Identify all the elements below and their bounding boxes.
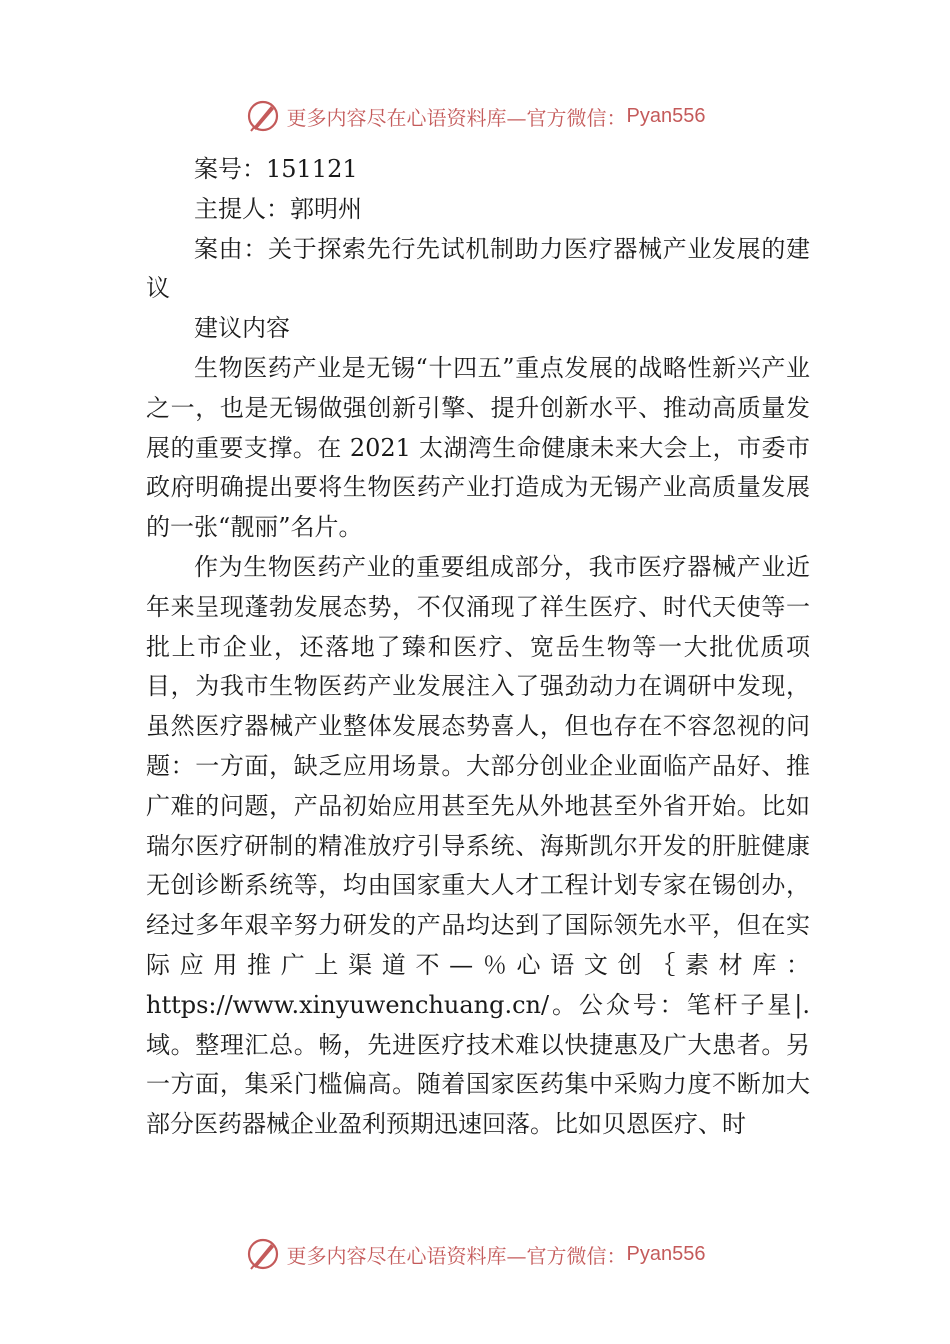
- case-number: 案号：151121: [194, 155, 358, 183]
- case-subject: 案由：关于探索先行先试机制助力医疗器械产业发展的建议: [146, 234, 810, 303]
- paragraph-2: 作为生物医药产业的重要组成部分，我市医疗器械产业近年来呈现蓬勃发展态势，不仅涌现了祥生医疗、时代天使等一批上市企业，还落地了臻和医疗、宽岳生物等一大批优质项目，为我市生物医药产业发展注入了强劲动力在调研中发现，虽然医疗器械产业整体发展态势喜人，但也存在不容忽视的问题：一方面，缺乏应用场景。大部分创业企业面临产品好、推广难的问题，产品初始应用甚至先从外地甚至外省开始。比如瑞尔医疗研制的精准放疗引导系统、海斯凯尔开发的肝脏健康无创诊断系统等，均由国家重大人才工程计划专家在锡创办，经过多年艰辛努力研发的产品均达到了国际领先水平，但在实际应用推广上渠道不—％心语文创｛素材库：https://www.xinyuwenchuang.cn/。公众号：笔杆子星|.域。整理汇总。畅，先进医疗技术难以快捷惠及广大患者。另一方面，集采门槛偏高。随着国家医药集中采购力度不断加大部分医药器械企业盈利预期迅速回落。比如贝恩医疗、时: [146, 552, 810, 1139]
- header-banner: [0, 96, 950, 136]
- footer-banner-text: 更多内容尽在心语资料库—官方微信：: [286, 1243, 627, 1268]
- footer-banner-wechat-id: Pyan556: [626, 1242, 706, 1265]
- banner-text: 更多内容尽在心语资料库—官方微信：: [286, 105, 627, 130]
- section-title: 建议内容: [194, 314, 290, 343]
- quill-pen-logo-icon: [245, 1236, 281, 1272]
- document-body: [146, 150, 810, 1145]
- footer-banner: [0, 1234, 950, 1274]
- quill-pen-logo-icon: [245, 98, 281, 134]
- banner-wechat-id: Pyan556: [626, 104, 706, 127]
- paragraph-1: 生物医药产业是无锡“十四五”重点发展的战略性新兴产业之一，也是无锡做强创新引擎、提升创新水平、推动高质量发展的重要支撑。在 2021 太湖湾生命健康未来大会上，市委市政府明确提出要将生物医药产业打造成为无锡产业高质量发展的一张“靓丽”名片。: [146, 353, 810, 542]
- proposer: 主提人：郭明州: [194, 194, 362, 223]
